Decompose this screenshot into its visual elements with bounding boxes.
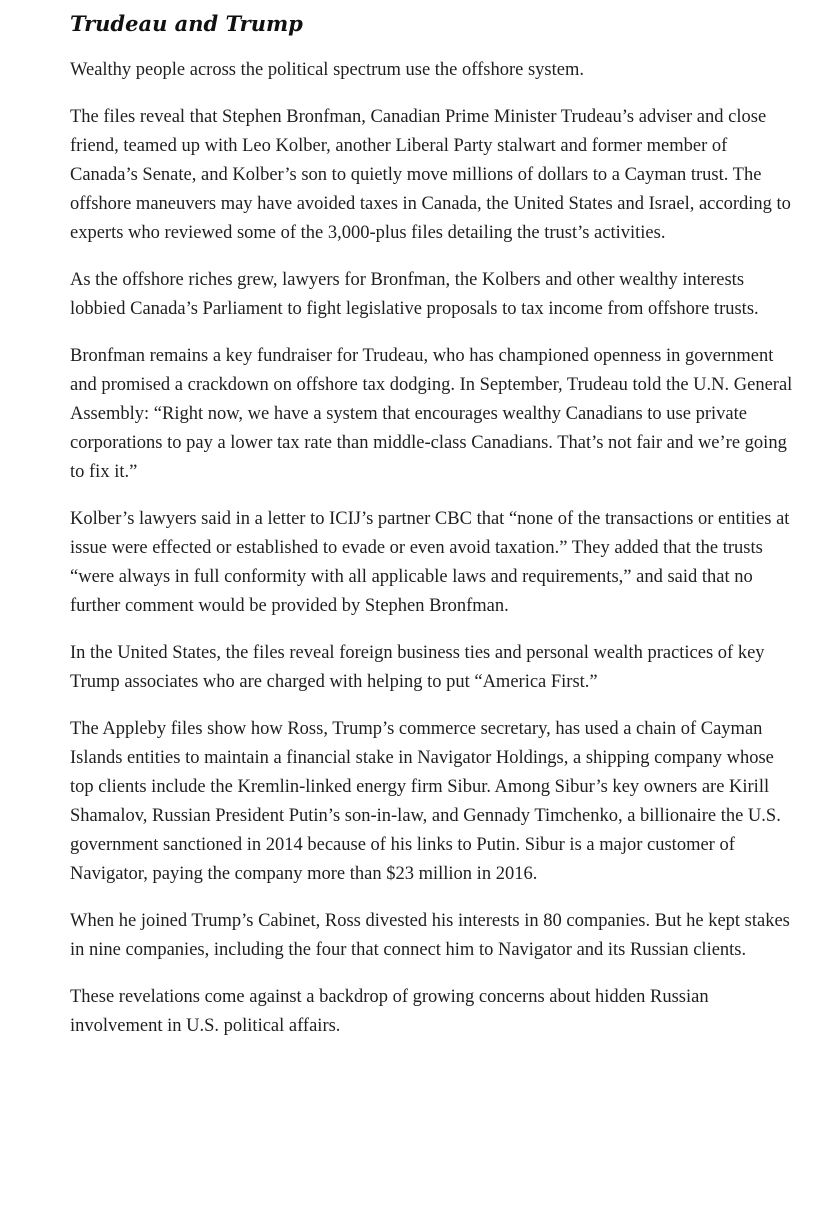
paragraph-trump-associates: In the United States, the files reveal foreign business ties and personal wealth practices of key Trump associates who are charged with helping to put “America First.” [70, 643, 765, 692]
section-heading: Trudeau and Trump [70, 11, 303, 36]
paragraph-trudeau-quote: Bronfman remains a key fundraiser for Trudeau, who has championed openness in government and promised a crackdown on offshore tax dodging. In September, Trudeau told the U.N. General Assembly: “Right now, we have a system that encourages wealthy Canadians to use private corporations to pay a lower tax rate than middle-class Canadians. That’s not fair and we’re going to fix it.” [70, 346, 793, 482]
paragraph-lobbying: As the offshore riches grew, lawyers for Bronfman, the Kolbers and other wealthy interests lobbied Canada’s Parliament to fight legislative proposals to tax income from offshore trusts. [70, 270, 759, 319]
paragraph-ross-divested: When he joined Trump’s Cabinet, Ross divested his interests in 80 companies. But he kept stakes in nine companies, including the four that connect him to Navigator and its Russian clients. [70, 911, 790, 960]
paragraph-bronfman-kolber: The files reveal that Stephen Bronfman, Canadian Prime Minister Trudeau’s adviser and close friend, teamed up with Leo Kolber, another Liberal Party stalwart and former member of Canada’s Senate, and Kolber’s son to quietly move millions of dollars to a Cayman trust. The offshore maneuvers may have avoided taxes in Canada, the United States and Israel, according to experts who reviewed some of the 3,000-plus files detailing the trust’s activities. [70, 107, 791, 243]
paragraph-russian-involvement: These revelations come against a backdrop of growing concerns about hidden Russian involvement in U.S. political affairs. [70, 987, 709, 1036]
paragraph-offshore-system: Wealthy people across the political spectrum use the offshore system. [70, 60, 584, 80]
paragraph-kolber-lawyers: Kolber’s lawyers said in a letter to ICIJ’s partner CBC that “none of the transactions or entities at issue were effected or established to evade or even avoid taxation.” They added that the trusts “were always in full conformity with all applicable laws and requirements,” and said that no further comment would be provided by Stephen Bronfman. [70, 509, 790, 616]
paragraph-ross-navigator: The Appleby files show how Ross, Trump’s commerce secretary, has used a chain of Cayman Islands entities to maintain a financial stake in Navigator Holdings, a shipping company whose top clients include the Kremlin-linked energy firm Sibur. Among Sibur’s key owners are Kirill Shamalov, Russian President Putin’s son-in-law, and Gennady Timchenko, a billionaire the U.S. government sanctioned in 2014 because of his links to Putin. Sibur is a major customer of Navigator, paying the company more than $23 million in 2016. [70, 719, 781, 884]
